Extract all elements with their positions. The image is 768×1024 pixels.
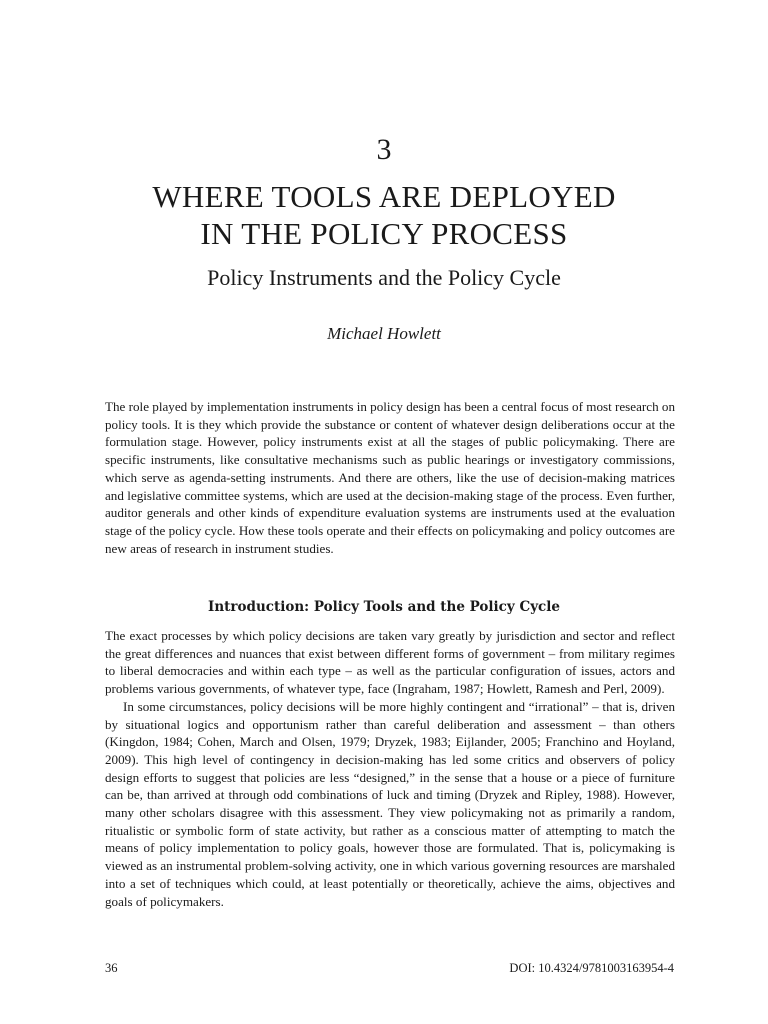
section-body: [105, 627, 675, 910]
chapter-title: [0, 178, 768, 252]
chapter-author: Michael Howlett: [327, 324, 441, 343]
body-paragraph-2: In some circumstances, policy decisions will be more highly contingent and “irrational” – that is, driven by situational logics and opportunism rather than careful deliberation and assessment – than others (Kingdon, 1984; Cohen, March and Olsen, 1979; Dryzek, 1983; Eijlander, 2005; Franchino and Hoyland, 2009). This high level of contingency in decision-making has led some critics and observers of policy design efforts to suggest that policies are less “designed,” in the sense that a house or a piece of furniture can be, than arrived at through odd combinations of luck and timing (Dryzek and Ripley, 1988). However, many other scholars disagree with this assessment. They view policymaking not as primarily a random, ritualistic or symbolic form of state activity, but rather as a conscious matter of attempting to match the means of policy implementation to policy goals, however those are formulated. That is, policymaking is viewed as an instrumental problem-solving activity, one in which various governing resources are marshaled into a set of techniques which could, at least potentially or theoretically, achieve the aims, objectives and goals of policymakers.: [105, 698, 675, 909]
doi-identifier: DOI: 10.4324/9781003163954-4: [509, 961, 674, 975]
page-number: 36: [105, 961, 118, 975]
section-heading: Introduction: Policy Tools and the Policy Cycle: [208, 599, 560, 615]
body-paragraph-1: The exact processes by which policy decisions are taken vary greatly by jurisdiction and sector and reflect the great differences and nuances that exist between different forms of government – from military regimes to liberal democracies and within each type – as well as the particular configuration of issues, actors and problems various governments, of whatever type, face (Ingraham, 1987; Howlett, Ramesh and Perl, 2009).: [105, 628, 675, 697]
chapter-abstract: The role played by implementation instruments in policy design has been a central focus of most research on policy tools. It is they which provide the substance or content of whatever design deliberations occur at the formulation stage. However, policy instruments exist at all the stages of public policymaking. There are specific instruments, like consultative mechanisms such as public hearings or investigatory commissions, which serve as agenda-setting instruments. And there are others, like the use of decision-making matrices and legislative committee systems, which are used at the decision-making stage of the process. Even further, auditor generals and other kinds of expenditure evaluation systems are instruments used at the evaluation stage of the policy cycle. How these tools operate and their effects on policymaking and policy outcomes are new areas of research in instrument studies.: [105, 399, 675, 556]
chapter-subtitle: Policy Instruments and the Policy Cycle: [207, 265, 561, 290]
chapter-title-line-1: WHERE TOOLS ARE DEPLOYED: [152, 179, 616, 214]
chapter-number: 3: [376, 133, 392, 166]
chapter-title-line-2: IN THE POLICY PROCESS: [200, 216, 568, 251]
